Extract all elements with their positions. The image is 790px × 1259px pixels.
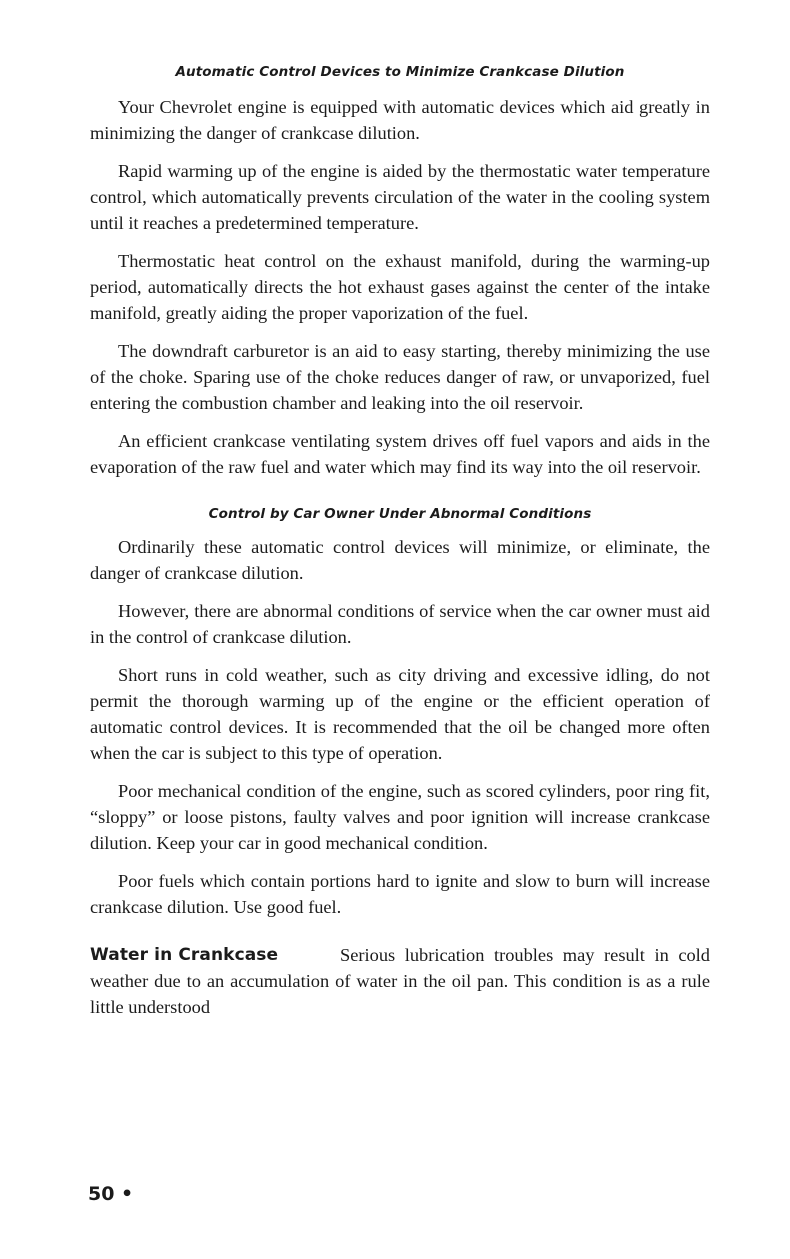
paragraph: The downdraft carburetor is an aid to easy starting, thereby minimizing the use of the choke. Sparing use of the choke reduces danger of raw, or unvaporized, fuel entering the combustion chamber and leaking into the oil reservoir.	[90, 341, 710, 413]
section-heading-automatic-control: Automatic Control Devices to Minimize Crankcase Dilution	[175, 64, 625, 80]
water-in-crankcase-text: Serious lubrication troubles may result in cold weather due to an accumulation of water in the oil pan. This condition is as a rule little understood	[90, 945, 710, 1017]
paragraph: Poor mechanical condition of the engine, such as scored cylinders, poor ring fit, “sloppy” or loose pistons, faulty valves and poor ignition will increase crankcase dilution. Keep your car in good mechanical condition.	[90, 781, 710, 853]
paragraph: Your Chevrolet engine is equipped with automatic devices which aid greatly in minimizing the danger of crankcase dilution.	[90, 97, 710, 143]
paragraph: Poor fuels which contain portions hard to ignite and slow to burn will increase crankcase dilution. Use good fuel.	[90, 871, 710, 917]
section-heading-water-in-crankcase: Water in Crankcase	[90, 945, 279, 965]
paragraph: However, there are abnormal conditions of service when the car owner must aid in the control of crankcase dilution.	[90, 601, 710, 647]
paragraph: Thermostatic heat control on the exhaust manifold, during the warming-up period, automatically directs the hot exhaust gases against the center of the intake manifold, greatly aiding the proper vaporization of the fuel.	[90, 251, 710, 323]
section-heading-car-owner-control: Control by Car Owner Under Abnormal Conditions	[208, 506, 592, 522]
paragraph: Rapid warming up of the engine is aided by the thermostatic water temperature control, which automatically prevents circulation of the water in the cooling system until it reaches a predetermined temperature.	[90, 161, 710, 233]
paragraph: Ordinarily these automatic control devices will minimize, or eliminate, the danger of crankcase dilution.	[90, 537, 710, 583]
page-number: 50 •	[88, 1183, 134, 1205]
paragraph: An efficient crankcase ventilating system drives off fuel vapors and aids in the evaporation of the raw fuel and water which may find its way into the oil reservoir.	[90, 431, 710, 477]
water-in-crankcase-section	[90, 942, 710, 1020]
paragraph: Short runs in cold weather, such as city driving and excessive idling, do not permit the thorough warming up of the engine or the efficient operation of automatic control devices. It is recommended that the oil be changed more often when the car is subject to this type of operation.	[90, 665, 710, 763]
